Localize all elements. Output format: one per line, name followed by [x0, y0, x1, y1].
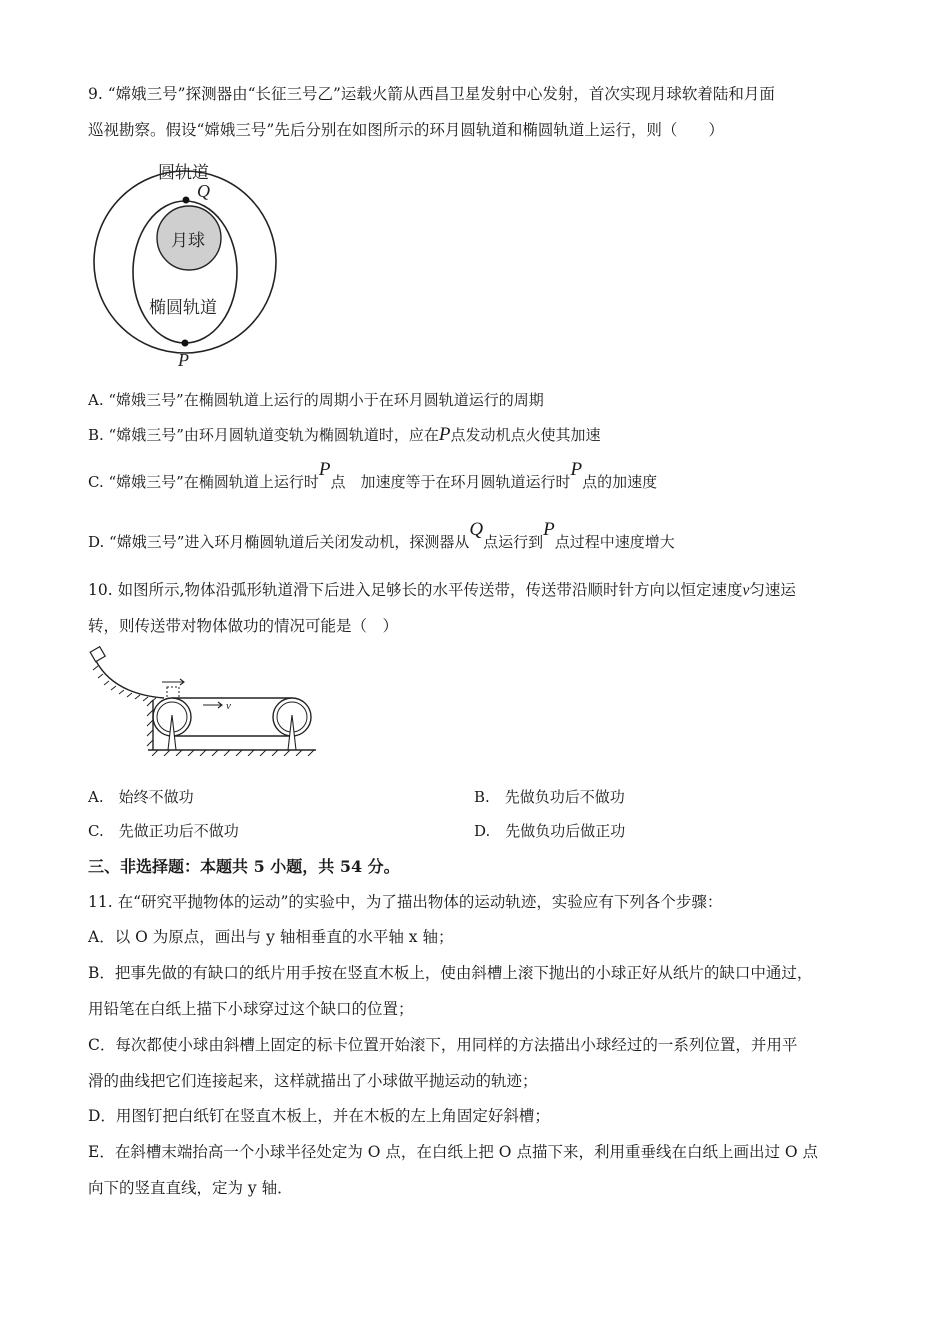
point-q-label: Q [197, 181, 210, 201]
q9-option-b-pre: B. “嫦娥三号”由环月圆轨道变轨为椭圆轨道时，应在 [88, 426, 439, 444]
q9-option-c-pre: C. “嫦娥三号”在椭圆轨道上运行时 [88, 473, 319, 491]
q11-stem: 11. 在“研究平抛物体的运动”的实验中，为了描出物体的运动轨迹，实验应有下列各个步骤： [88, 893, 723, 911]
belt-velocity-arrow [203, 702, 222, 708]
block-top [90, 647, 105, 662]
block-velocity-arrow [162, 679, 184, 685]
q10-option-d: D. 先做负功后做正功 [474, 822, 626, 840]
q9-option-d-var2: P [543, 519, 555, 540]
section3-heading: 三、非选择题：本题共 5 小题，共 54 分。 [88, 857, 400, 876]
q10-option-b: B. 先做负功后不做功 [474, 788, 625, 806]
q9-option-c-mid: 点 加速度等于在环月圆轨道运行时 [330, 473, 571, 491]
q11-step-b-line1: B．把事先做的有缺口的纸片用手按在竖直木板上，使由斜槽上滚下抛出的小球正好从纸片的缺口中通过， [88, 964, 813, 982]
q11-step-c-line2: 滑的曲线把它们连接起来，这样就描出了小球做平抛运动的轨迹； [88, 1072, 538, 1090]
q9-option-c-var2: P [570, 459, 583, 480]
q9-option-c [88, 459, 658, 493]
q10-conveyor-figure [86, 644, 326, 756]
q9-option-d-pre: D. “嫦娥三号”进入环月椭圆轨道后关闭发动机，探测器从 [88, 533, 470, 551]
q9-option-d-var1: Q [469, 519, 484, 540]
q10-option-a: A. 始终不做功 [88, 788, 194, 806]
q11-step-e-line1: E．在斜槽末端抬高一个小球半径处定为 O 点，在白纸上把 O 点描下来，利用重垂线在白纸上画出过 O 点 [88, 1143, 819, 1161]
q10-stem-post: 匀速运 [749, 581, 796, 599]
q9-option-c-var1: P [318, 459, 331, 480]
point-q-dot [183, 197, 190, 204]
q9-option-d-mid: 点运行到 [483, 533, 544, 551]
q10-stem-line2: 转，则传送带对物体做功的情况可能是（ ） [88, 617, 399, 635]
point-p-dot [182, 340, 189, 347]
q9-option-d [88, 519, 675, 553]
q10-stem-pre: 10. 如图所示,物体沿弧形轨道滑下后进入足够长的水平传送带，传送带沿顺时针方向以恒定速度 [88, 581, 743, 599]
q11-step-a: A．以 O 为原点，画出与 y 轴相垂直的水平轴 x 轴； [88, 928, 454, 946]
curved-ramp [96, 661, 164, 698]
q11-step-b-line2: 用铅笔在白纸上描下小球穿过这个缺口的位置； [88, 1000, 414, 1018]
q9-option-c-post: 点的加速度 [582, 473, 658, 491]
point-p-label: P [178, 350, 189, 370]
moon-label: 月球 [171, 231, 205, 251]
q9-option-b-var: P [438, 424, 451, 445]
q9-option-d-post: 点过程中速度增大 [554, 533, 675, 551]
q9-option-b [88, 424, 601, 446]
q9-stem-line2: 巡视勘察。假设“嫦娥三号”先后分别在如图所示的环月圆轨道和椭圆轨道上运行，则（ ） [88, 121, 724, 139]
ellipse-orbit-label: 椭圆轨道 [149, 298, 217, 318]
q10-option-c: C. 先做正功后不做功 [88, 822, 239, 840]
q10-stem-var: v [742, 582, 750, 599]
q9-orbit-figure [86, 152, 286, 372]
q9-stem-line1: 9. “嫦娥三号”探测器由“长征三号乙”运载火箭从西昌卫星发射中心发射，首次实现月球软着陆和月面 [88, 85, 775, 103]
q11-step-c-line1: C．每次都使小球由斜槽上固定的标卡位置开始滚下，用同样的方法描出小球经过的一系列位置，并用平 [88, 1036, 798, 1054]
q11-step-e-line2: 向下的竖直直线，定为 y 轴． [88, 1179, 293, 1197]
circle-orbit-label: 圆轨道 [158, 163, 209, 183]
q11-step-d: D．用图钉把白纸钉在竖直木板上，并在木板的左上角固定好斜槽； [88, 1107, 550, 1125]
block-dashed [167, 687, 179, 698]
q9-option-b-post: 点发动机点火使其加速 [450, 426, 601, 444]
belt-velocity-label: v [226, 700, 231, 712]
q9-option-a: A. “嫦娥三号”在椭圆轨道上运行的周期小于在环月圆轨道运行的周期 [88, 391, 544, 409]
q10-stem-line1 [88, 578, 796, 600]
